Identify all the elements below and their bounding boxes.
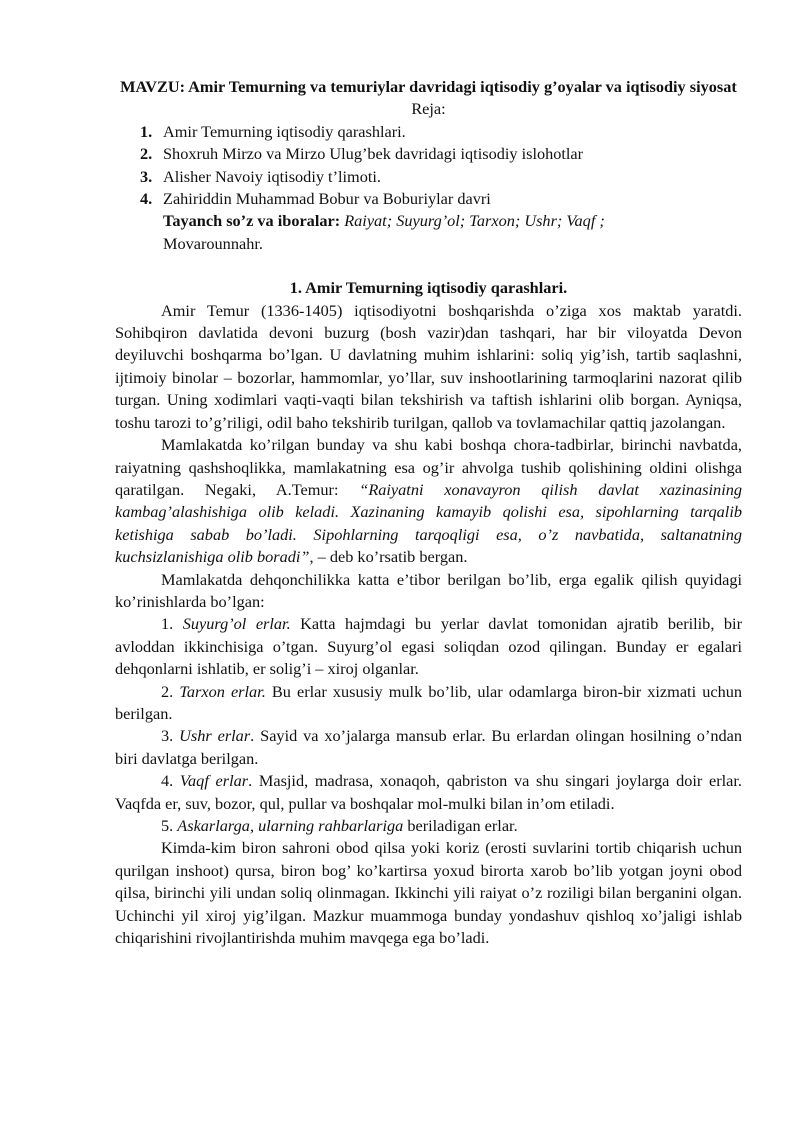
land-type-item <box>115 770 742 815</box>
keywords-label: Tayanch so’z va iboralar: <box>163 211 341 231</box>
plan-item-number: 2. <box>140 144 153 164</box>
plan-label: Reja: <box>411 99 446 119</box>
plan-item-text: Zahiriddin Muhammad Bobur va Boburiylar davri <box>163 189 491 209</box>
land-type-term: Tarxon erlar. <box>179 681 266 701</box>
plan-item <box>115 121 742 143</box>
land-type-item <box>115 725 742 770</box>
land-type-text: Bu erlar xususiy mulk bo’lib, ular odamlarga biron-bir xizmati uchun berilgan. <box>115 681 742 723</box>
plan-item <box>115 188 742 210</box>
keywords-list: Raiyat; Suyurg’ol; Tarxon; Ushr; Vaqf ; <box>340 211 605 231</box>
land-type-text: Katta hajmdagi bu yerlar davlat tomonidan ajratib berilib, bir avloddan ikkinchisiga o’tgan. Suyurg’ol egasi soliqdan ozod qilingan. Bunday er egalari dehqonlarni ishlatib, er solig’i – xiroj olganlar. <box>115 614 742 679</box>
land-type-number: 1. <box>161 614 183 634</box>
land-type-number: 3. <box>161 726 180 746</box>
land-type-term: Ushr erlar <box>179 726 251 746</box>
paragraph: Kimda-kim biron sahroni obod qilsa yoki koriz (erosti suvlarini tortib chiqarish uchun qurilgan inshoot) qursa, biron bog’ ko’kartirsa yoxud birorta xarob bo’lib yotgan joyni obod qilsa, birinchi yili undan soliq olinmagan. Ikkinchi yili raiyat o’z roziligi bilan berganini olgan. Uchinchi yil xiroj yig’ilgan. Mazkur muammoga bunday yondashuv qishloq xo’jaligi ishlab chiqarishini rivojlantirishda muhim mavqega ega bo’ladi. <box>115 838 742 948</box>
land-type-text: . Masjid, madrasa, xonaqoh, qabriston va shu singari joylarga doir erlar. Vaqfda er, suv, bozor, qul, pullar va boshqalar mol-mulki bilan in’om etiladi. <box>115 771 743 813</box>
land-type-number: 4. <box>161 771 180 791</box>
keywords-tail: Movarounnahr. <box>163 233 263 253</box>
quote: “Raiyatni xonavayron qilish davlat xazinasining kambag’alashishiga olib keladi. Xazinaning kamayib qolishi esa, sipohlarning tarqalib ketishiga sabab bo’ladi. Sipohlarning tarqoqligi esa, o’z navbatida, saltanatning kuchsizlanishiga olib boradi” <box>115 479 742 567</box>
land-type-item <box>115 613 742 680</box>
land-type-number: 2. <box>161 681 180 701</box>
plan-item-number: 4. <box>140 189 153 209</box>
land-type-text: . Sayid va xo’jalarga mansub erlar. Bu erlardan olingan hosilning o’ndan biri davlatga berilgan. <box>115 726 743 768</box>
land-type-term: Askarlarga, ularning rahbarlariga <box>177 816 404 835</box>
paragraph-text: , – deb ko’rsatib bergan. <box>309 547 468 567</box>
keywords <box>115 210 742 255</box>
land-type-term: Suyurg’ol erlar. <box>182 614 291 634</box>
land-type-number: 5. <box>161 816 178 835</box>
document-title: MAVZU: Amir Temurning va temuriylar davridagi iqtisodiy g’oyalar va iqtisodiy siyosat <box>120 77 737 96</box>
plan-item <box>115 166 742 188</box>
paragraph: Mamlakatda dehqonchilikka katta e’tibor berilgan bo’lib, erga egalik qilish quyidagi ko’rinishlarda bo’lgan: <box>115 569 742 611</box>
paragraph-text: Mamlakatda ko’rilgan bunday va shu kabi boshqa chora-tadbirlar, birinchi navbatda, raiyatning qashshoqlikka, mamlakatning esa og’ir ahvolga tushib qolishining oldini olishga qaratilgan. Negaki, A.Temur: <box>115 435 742 499</box>
land-type-item <box>115 681 742 726</box>
section-title: 1. Amir Temurning iqtisodiy qarashlari. <box>289 278 568 298</box>
plan-item-text: Shoxruh Mirzo va Mirzo Ulug’bek davridagi iqtisodiy islohotlar <box>163 144 584 164</box>
plan-item-number: 3. <box>140 166 153 186</box>
plan-item-text: Amir Temurning iqtisodiy qarashlari. <box>163 121 406 141</box>
plan-item <box>115 143 742 165</box>
land-type-term: Vaqf erlar <box>179 771 249 791</box>
paragraph: Amir Temur (1336-1405) iqtisodiyotni boshqarishda o’ziga xos maktab yaratdi. Sohibqiron davlatida devoni buzurg (bosh vazir)dan tashqari, har bir viloyatda Devon deyiluvchi boshqarma bo’lgan. U davlatning muhim ishlarini: soliq yig’ish, tartib saqlashni, ijtimoiy binolar – bozorlar, hammomlar, yo’llar, suv inshootlarining tarmoqlarini nazorat qilib turgan. Uning xodimlari vaqti-vaqti bilan tekshirish va taftish ishlarini olib borgan. Ayniqsa, toshu tarozi to’g’riligi, odil baho tekshirib turilgan, qallob va tovlamachilar qattiq jazolangan. <box>115 300 742 432</box>
land-type-item <box>115 815 742 837</box>
plan-list <box>115 121 742 211</box>
land-type-text: beriladigan erlar. <box>403 816 518 835</box>
plan-item-text: Alisher Navoiy iqtisodiy t’limoti. <box>163 166 381 186</box>
plan-item-number: 1. <box>140 121 153 141</box>
paragraph <box>115 434 742 568</box>
document-page <box>115 76 742 949</box>
